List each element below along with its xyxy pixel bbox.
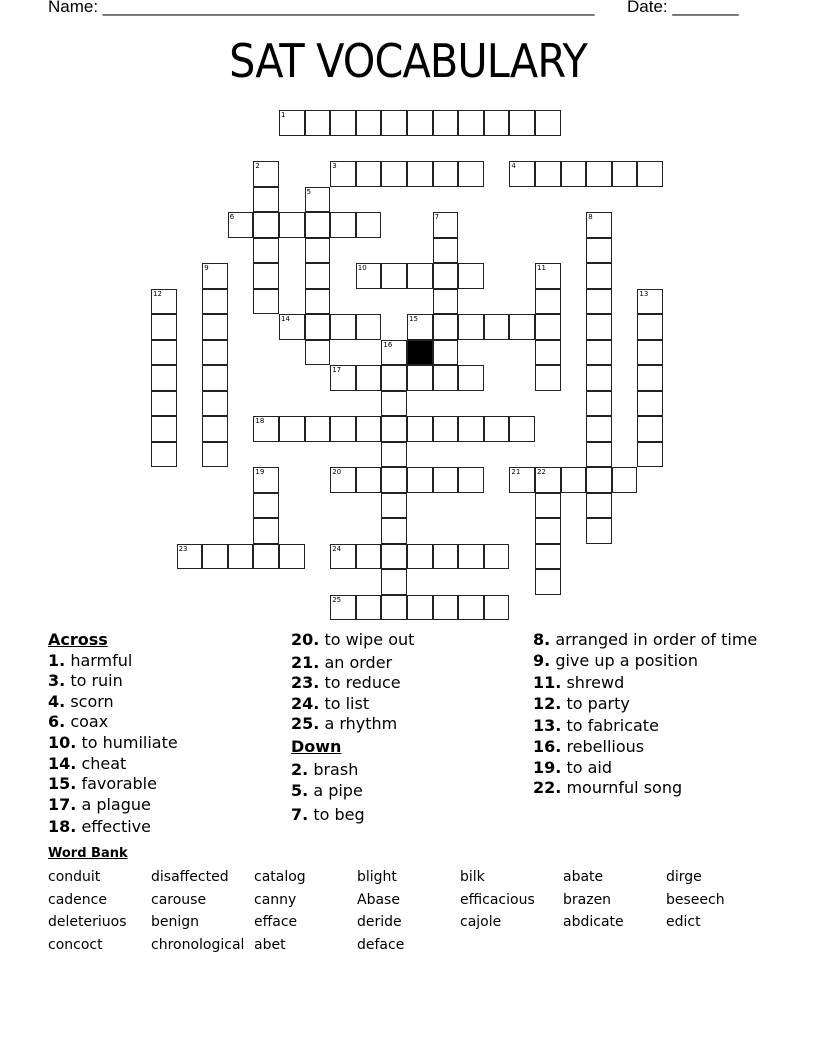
grid-cell[interactable] (433, 416, 459, 442)
grid-cell[interactable] (484, 544, 510, 570)
grid-cell[interactable] (151, 314, 177, 340)
grid-cell[interactable] (279, 212, 305, 238)
clues-column-1 (48, 630, 288, 838)
grid-cell[interactable] (253, 238, 279, 264)
grid-cell[interactable] (202, 442, 228, 468)
grid-cell[interactable] (356, 365, 382, 391)
grid-cell[interactable] (381, 544, 407, 570)
grid-cell[interactable] (356, 263, 382, 289)
clues-column-2 (291, 630, 531, 825)
grid-cell[interactable] (381, 569, 407, 595)
grid-cell[interactable] (253, 544, 279, 570)
grid-cell[interactable] (637, 340, 663, 366)
grid-cell[interactable] (637, 161, 663, 187)
grid-cell[interactable] (586, 263, 612, 289)
grid-cell[interactable] (586, 161, 612, 187)
grid-cell[interactable] (381, 595, 407, 621)
grid-cell[interactable] (458, 595, 484, 621)
grid-cell[interactable] (202, 365, 228, 391)
grid-cell[interactable] (330, 416, 356, 442)
grid-cell[interactable] (458, 110, 484, 136)
grid-cell[interactable] (356, 110, 382, 136)
grid-cell[interactable] (458, 161, 484, 187)
clue-across-25: 25. a rhythm (291, 714, 398, 734)
grid-cell[interactable] (586, 467, 612, 493)
clue-number: 15 (409, 315, 418, 323)
grid-cell[interactable] (433, 110, 459, 136)
grid-cell[interactable] (305, 340, 331, 366)
word-bank-item: blight (357, 869, 397, 885)
grid-cell[interactable] (279, 416, 305, 442)
grid-cell[interactable] (637, 314, 663, 340)
grid-cell[interactable] (381, 442, 407, 468)
grid-cell[interactable] (407, 314, 433, 340)
clue-across-20: 20. to wipe out (291, 630, 415, 649)
clue-number: 25 (332, 595, 342, 604)
grid-cell[interactable] (586, 289, 612, 315)
clue-down-19: 19. to aid (533, 757, 612, 777)
clue-down-22: 22. mournful song (533, 778, 683, 798)
grid-cell[interactable] (305, 314, 331, 340)
grid-cell[interactable] (484, 416, 510, 442)
word-bank-item: efficacious (460, 891, 535, 908)
grid-cell[interactable] (612, 161, 638, 187)
grid-cell[interactable] (433, 544, 459, 570)
grid-cell[interactable] (586, 365, 612, 391)
grid-cell[interactable] (305, 416, 331, 442)
grid-cell[interactable] (381, 110, 407, 136)
grid-cell[interactable] (202, 544, 228, 570)
grid-cell[interactable] (458, 416, 484, 442)
grid-cell[interactable] (509, 161, 535, 187)
grid-cell[interactable] (305, 289, 331, 315)
clue-number: 24 (332, 544, 342, 553)
grid-cell[interactable] (637, 365, 663, 391)
clue-down-12: 12. to party (533, 693, 630, 713)
word-bank-item: canny (254, 891, 297, 908)
clue-number: 23 (178, 544, 188, 553)
grid-cell[interactable] (433, 161, 459, 187)
grid-cell[interactable] (228, 544, 254, 570)
grid-cell[interactable] (279, 544, 305, 570)
clue-number: 18 (255, 417, 265, 425)
grid-cell[interactable] (586, 518, 612, 544)
word-bank-item: deride (357, 914, 402, 930)
word-bank-item: abdicate (563, 914, 624, 930)
grid-cell[interactable] (279, 314, 305, 340)
grid-cell[interactable] (151, 416, 177, 442)
grid-cell[interactable] (509, 314, 535, 340)
grid-cell[interactable] (535, 365, 561, 391)
clue-number: 10 (357, 264, 367, 272)
clue-number: 4 (511, 162, 516, 170)
clue-number: 9 (204, 264, 209, 272)
clue-number: 5 (306, 187, 312, 196)
grid-cell[interactable] (151, 289, 177, 315)
grid-cell[interactable] (535, 569, 561, 595)
grid-cell[interactable] (381, 391, 407, 417)
clue-number: 11 (537, 264, 546, 272)
clue-number: 12 (153, 289, 162, 298)
grid-cell[interactable] (407, 161, 433, 187)
clue-number: 20 (332, 468, 342, 476)
clue-number: 2 (255, 162, 260, 170)
grid-cell[interactable] (202, 263, 228, 289)
grid-cell[interactable] (253, 289, 279, 315)
grid-cell[interactable] (509, 416, 535, 442)
grid-cell[interactable] (586, 493, 612, 519)
grid-cell[interactable] (305, 110, 331, 136)
grid-cell[interactable] (433, 340, 459, 366)
clue-number: 14 (281, 315, 290, 323)
grid-cell[interactable] (586, 212, 612, 238)
grid-cell[interactable] (586, 442, 612, 468)
grid-cell[interactable] (433, 314, 459, 340)
clue-number: 16 (383, 340, 393, 349)
grid-cell[interactable] (484, 595, 510, 621)
clue-across-24: 24. to list (291, 693, 370, 713)
grid-cell[interactable] (330, 595, 356, 621)
clue-number: 8 (588, 213, 593, 221)
grid-cell[interactable] (458, 365, 484, 391)
grid-cell[interactable] (637, 416, 663, 442)
grid-cell[interactable] (330, 365, 356, 391)
grid-cell[interactable] (433, 595, 459, 621)
word-bank-item: deleteriuos (48, 914, 127, 930)
clue-across-23: 23. to reduce (291, 673, 401, 693)
grid-cell[interactable] (202, 314, 228, 340)
grid-cell[interactable] (586, 238, 612, 264)
grid-cell[interactable] (535, 493, 561, 519)
grid-cell[interactable] (356, 212, 382, 238)
word-bank-item: abate (563, 869, 604, 885)
word-bank-item: cajole (460, 914, 502, 930)
clue-down-7: 7. to beg (291, 804, 365, 824)
clue-across-6: 6. coax (48, 712, 109, 732)
grid-cell[interactable] (433, 289, 459, 315)
word-bank-item: benign (151, 914, 200, 930)
clue-number: 19 (255, 468, 265, 476)
word-bank-item: chronological (151, 936, 245, 953)
grid-cell[interactable] (535, 110, 561, 136)
grid-cell[interactable] (586, 340, 612, 366)
clue-number: 7 (434, 213, 440, 221)
grid-cell[interactable] (356, 161, 382, 187)
grid-cell[interactable] (433, 212, 459, 238)
grid-cell[interactable] (535, 467, 561, 493)
grid-cell[interactable] (458, 544, 484, 570)
clue-across-21: 21. an order (291, 652, 393, 672)
grid-cell[interactable] (356, 544, 382, 570)
black-cell (407, 340, 433, 366)
grid-cell[interactable] (330, 110, 356, 136)
grid-cell[interactable] (407, 110, 433, 136)
grid-cell[interactable] (407, 544, 433, 570)
grid-cell[interactable] (535, 518, 561, 544)
grid-cell[interactable] (407, 416, 433, 442)
grid-cell[interactable] (458, 263, 484, 289)
clue-across-14: 14. cheat (48, 753, 127, 773)
grid-cell[interactable] (381, 263, 407, 289)
grid-cell[interactable] (535, 289, 561, 315)
grid-cell[interactable] (458, 314, 484, 340)
date-field[interactable]: Date: _______ (627, 0, 739, 16)
grid-cell[interactable] (561, 467, 587, 493)
clue-number: 13 (639, 289, 649, 298)
word-bank-item: conduit (48, 869, 101, 885)
grid-cell[interactable] (253, 212, 279, 238)
grid-cell[interactable] (305, 187, 331, 213)
clue-down-11: 11. shrewd (533, 673, 625, 693)
word-bank (48, 868, 769, 954)
clue-across-15: 15. favorable (48, 774, 157, 794)
clue-number: 22 (537, 468, 546, 476)
grid-cell[interactable] (177, 544, 203, 570)
word-bank-item: dirge (666, 869, 702, 885)
word-bank-item: bilk (460, 869, 485, 885)
grid-cell[interactable] (586, 416, 612, 442)
clue-across-3: 3. to ruin (48, 671, 123, 691)
clue-number: 3 (332, 162, 337, 170)
grid-cell[interactable] (202, 416, 228, 442)
grid-cell[interactable] (330, 467, 356, 493)
grid-cell[interactable] (356, 416, 382, 442)
word-bank-item: efface (254, 914, 298, 930)
grid-cell[interactable] (151, 340, 177, 366)
clue-down-13: 13. to fabricate (533, 716, 659, 736)
word-bank-item: cadence (48, 891, 107, 908)
clue-down-5: 5. a pipe (291, 781, 363, 801)
down-heading: Down (291, 736, 342, 756)
grid-cell[interactable] (253, 263, 279, 289)
grid-cell[interactable] (407, 263, 433, 289)
grid-cell[interactable] (202, 391, 228, 417)
word-bank-item: concoct (48, 936, 103, 953)
grid-cell[interactable] (151, 442, 177, 468)
grid-cell[interactable] (637, 391, 663, 417)
grid-cell[interactable] (228, 212, 254, 238)
grid-cell[interactable] (151, 391, 177, 417)
grid-cell[interactable] (330, 161, 356, 187)
name-field[interactable]: Name: ____________________________________________________ (48, 0, 595, 16)
clues-column-3 (533, 630, 763, 799)
grid-cell[interactable] (305, 263, 331, 289)
grid-cell[interactable] (253, 518, 279, 544)
grid-cell[interactable] (381, 340, 407, 366)
page-title: SAT VOCABULARY (229, 34, 587, 88)
grid-cell[interactable] (253, 493, 279, 519)
grid-cell[interactable] (509, 467, 535, 493)
grid-cell[interactable] (433, 467, 459, 493)
grid-cell[interactable] (305, 212, 331, 238)
grid-cell[interactable] (381, 493, 407, 519)
grid-cell[interactable] (535, 161, 561, 187)
grid-cell[interactable] (535, 263, 561, 289)
clue-across-17: 17. a plague (48, 794, 151, 814)
grid-cell[interactable] (356, 314, 382, 340)
clue-across-10: 10. to humiliate (48, 732, 178, 752)
clue-down-2: 2. brash (291, 759, 359, 779)
clue-down-16: 16. rebellious (533, 736, 645, 756)
grid-cell[interactable] (253, 467, 279, 493)
grid-cell[interactable] (458, 467, 484, 493)
grid-cell[interactable] (484, 314, 510, 340)
grid-cell[interactable] (484, 110, 510, 136)
grid-cell[interactable] (279, 110, 305, 136)
grid-cell[interactable] (253, 416, 279, 442)
grid-cell[interactable] (637, 289, 663, 315)
clue-number: 6 (229, 213, 235, 221)
clue-number: 21 (511, 468, 521, 476)
grid-cell[interactable] (381, 518, 407, 544)
grid-cell[interactable] (356, 595, 382, 621)
grid-cell[interactable] (381, 416, 407, 442)
grid-cell[interactable] (381, 161, 407, 187)
word-bank-item: abet (254, 936, 286, 953)
grid-cell[interactable] (407, 467, 433, 493)
word-bank-item: edict (666, 914, 701, 930)
clue-across-18: 18. effective (48, 817, 151, 837)
clue-down-9: 9. give up a position (533, 650, 698, 670)
grid-cell[interactable] (433, 365, 459, 391)
grid-cell[interactable] (202, 340, 228, 366)
grid-cell[interactable] (356, 467, 382, 493)
clue-across-1: 1. harmful (48, 650, 133, 670)
grid-cell[interactable] (586, 314, 612, 340)
grid-cell[interactable] (407, 595, 433, 621)
word-bank-item: disaffected (151, 869, 229, 885)
clue-across-4: 4. scorn (48, 691, 114, 711)
clue-down-8: 8. arranged in order of time (533, 630, 758, 649)
grid-cell[interactable] (253, 161, 279, 187)
grid-cell[interactable] (381, 467, 407, 493)
grid-cell[interactable] (509, 110, 535, 136)
grid-cell[interactable] (330, 544, 356, 570)
grid-cell[interactable] (305, 238, 331, 264)
word-bank-item: Abase (357, 891, 400, 908)
word-bank-item: beseech (666, 891, 725, 908)
word-bank-item: carouse (151, 891, 207, 908)
grid-cell[interactable] (637, 442, 663, 468)
grid-cell[interactable] (433, 238, 459, 264)
grid-cell[interactable] (330, 212, 356, 238)
grid-cell[interactable] (407, 365, 433, 391)
across-heading: Across (48, 630, 108, 649)
grid-cell[interactable] (535, 314, 561, 340)
grid-cell[interactable] (381, 365, 407, 391)
clue-number: 17 (332, 366, 342, 374)
grid-cell[interactable] (433, 263, 459, 289)
word-bank-item: brazen (563, 891, 612, 908)
grid-cell[interactable] (612, 467, 638, 493)
grid-cell[interactable] (561, 161, 587, 187)
grid-cell[interactable] (330, 314, 356, 340)
grid-cell[interactable] (586, 391, 612, 417)
grid-cell[interactable] (535, 340, 561, 366)
grid-cell[interactable] (151, 365, 177, 391)
grid-cell[interactable] (253, 187, 279, 213)
word-bank-item: deface (357, 936, 405, 953)
clue-number: 1 (281, 111, 286, 119)
word-bank-item: catalog (254, 869, 306, 885)
grid-cell[interactable] (535, 544, 561, 570)
grid-cell[interactable] (202, 289, 228, 315)
word-bank-title: Word Bank (48, 846, 128, 861)
